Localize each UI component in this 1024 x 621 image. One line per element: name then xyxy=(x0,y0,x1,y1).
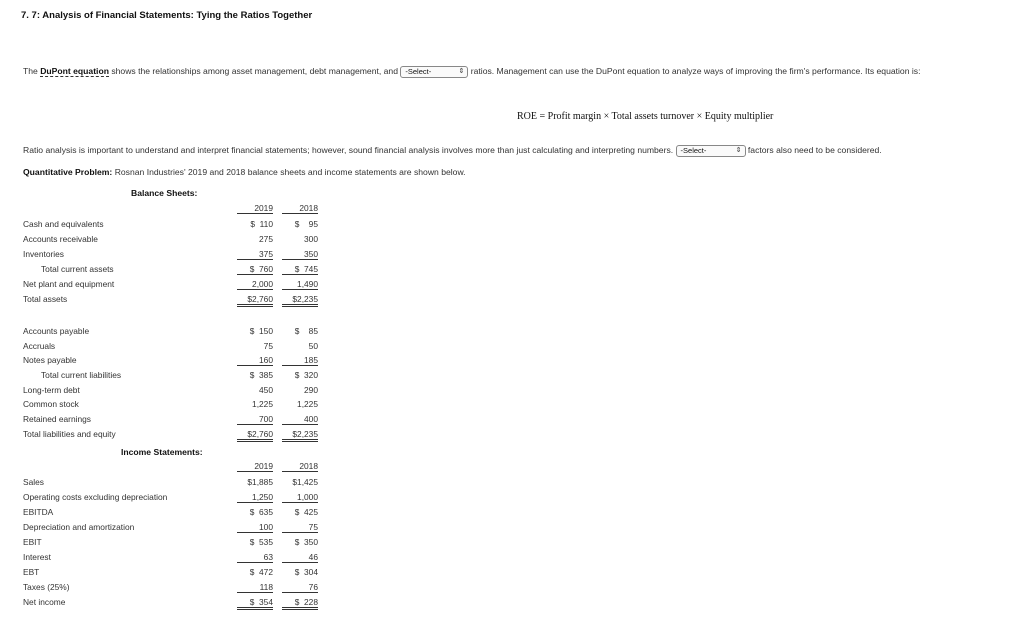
is-row-label: EBITDA xyxy=(23,507,54,517)
bs-value-2019: 160 xyxy=(237,355,273,366)
bs-value-2018: 1,490 xyxy=(282,279,318,290)
ratio-text-1: Ratio analysis is important to understand and interpret financial statements; however, sound financial analysis involves more than just calculating and interpreting numbers. xyxy=(23,145,674,155)
is-value-2018: $ 304 xyxy=(294,567,318,577)
bs-row-label: Common stock xyxy=(23,399,79,409)
ratio-type-select[interactable] xyxy=(400,66,468,78)
dupont-term-link[interactable]: DuPont equation xyxy=(40,66,109,76)
bs-value-2019: 375 xyxy=(237,249,273,260)
select-arrows-icon: ⇕ xyxy=(735,146,742,154)
bs-row-label: Accruals xyxy=(23,341,56,351)
bs-value-2019: 2,000 xyxy=(237,279,273,290)
dupont-equation: ROE = Profit margin × Total assets turnover × Equity multiplier xyxy=(517,111,774,122)
is-value-2019: 1,250 xyxy=(237,492,273,503)
bs-value-2018: 50 xyxy=(308,341,318,351)
bs-year-2019: 2019 xyxy=(237,203,273,214)
intro-prefix: The xyxy=(23,66,38,76)
bs-value-2019: 75 xyxy=(263,341,273,351)
factors-select[interactable] xyxy=(676,145,746,157)
is-value-2019: $ 472 xyxy=(249,567,273,577)
bs-row-label: Total assets xyxy=(23,294,68,304)
is-value-2019: 63 xyxy=(237,552,273,563)
select-value: -Select- xyxy=(405,66,432,76)
bs-row-label: Total current assets xyxy=(41,264,114,274)
bs-value-2019: $ 385 xyxy=(249,370,273,380)
is-value-2018: $1,425 xyxy=(292,477,318,487)
is-value-2019: $1,885 xyxy=(247,477,273,487)
bs-value-2018: $ 320 xyxy=(294,370,318,380)
bs-value-2018: $2,235 xyxy=(282,429,318,442)
is-value-2018: $ 228 xyxy=(282,597,318,610)
bs-value-2019: $2,760 xyxy=(237,429,273,442)
is-value-2019: $ 535 xyxy=(249,537,273,547)
bs-year-2018: 2018 xyxy=(282,203,318,214)
problem-statement xyxy=(23,166,466,179)
is-row-label: Net income xyxy=(23,597,66,607)
bs-value-2018: 290 xyxy=(304,385,318,395)
bs-value-2019: 700 xyxy=(237,414,273,425)
is-value-2019: 100 xyxy=(237,522,273,533)
dupont-paragraph xyxy=(23,65,998,78)
is-row-label: EBT xyxy=(23,567,40,577)
is-row-label: Interest xyxy=(23,552,51,562)
bs-value-2019: 275 xyxy=(259,234,273,244)
bs-value-2019: $ 150 xyxy=(249,326,273,336)
bs-row-label: Accounts receivable xyxy=(23,234,98,244)
page-title: 7. 7: Analysis of Financial Statements: Tying the Ratios Together xyxy=(21,10,313,21)
bs-row-label: Accounts payable xyxy=(23,326,90,336)
income-statements-heading: Income Statements: xyxy=(121,447,203,457)
bs-row-label: Total liabilities and equity xyxy=(23,429,116,439)
is-row-label: EBIT xyxy=(23,537,42,547)
ratio-text-2: factors also need to be considered. xyxy=(747,145,882,155)
select-arrows-icon: ⇕ xyxy=(458,67,465,75)
bs-value-2019: $ 760 xyxy=(237,264,273,275)
bs-value-2018: $ 95 xyxy=(294,219,318,229)
is-value-2018: 1,000 xyxy=(282,492,318,503)
bs-row-label: Retained earnings xyxy=(23,414,91,424)
is-value-2019: $ 635 xyxy=(249,507,273,517)
bs-row-label: Total current liabilities xyxy=(41,370,122,380)
is-value-2018: $ 425 xyxy=(294,507,318,517)
is-value-2018: $ 350 xyxy=(294,537,318,547)
balance-sheets-heading: Balance Sheets: xyxy=(131,188,198,198)
is-value-2018: 46 xyxy=(282,552,318,563)
is-year-2019: 2019 xyxy=(237,461,273,472)
bs-row-label: Net plant and equipment xyxy=(23,279,115,289)
bs-value-2019: $ 110 xyxy=(250,219,273,229)
ratio-analysis-paragraph xyxy=(23,144,1023,157)
bs-value-2018: 185 xyxy=(282,355,318,366)
is-value-2019: $ 354 xyxy=(237,597,273,610)
bs-row-label: Long-term debt xyxy=(23,385,80,395)
bs-value-2018: 1,225 xyxy=(297,399,318,409)
bs-value-2018: 400 xyxy=(282,414,318,425)
is-value-2019: 118 xyxy=(237,582,273,593)
is-value-2018: 75 xyxy=(282,522,318,533)
select-value: -Select- xyxy=(680,145,707,155)
bs-value-2019: 450 xyxy=(259,385,273,395)
bs-value-2019: $2,760 xyxy=(237,294,273,307)
bs-row-label: Inventories xyxy=(23,249,64,259)
bs-row-label: Notes payable xyxy=(23,355,77,365)
bs-value-2018: 350 xyxy=(282,249,318,260)
is-year-2018: 2018 xyxy=(282,461,318,472)
bs-value-2018: $ 745 xyxy=(282,264,318,275)
problem-label: Quantitative Problem: xyxy=(23,167,113,177)
is-row-label: Depreciation and amortization xyxy=(23,522,135,532)
is-value-2018: 76 xyxy=(282,582,318,593)
bs-value-2018: $ 85 xyxy=(294,326,318,336)
bs-value-2019: 1,225 xyxy=(252,399,273,409)
bs-value-2018: $2,235 xyxy=(282,294,318,307)
is-row-label: Taxes (25%) xyxy=(23,582,70,592)
problem-text: Rosnan Industries' 2019 and 2018 balance sheets and income statements are shown below. xyxy=(114,167,466,177)
bs-row-label: Cash and equivalents xyxy=(23,219,104,229)
intro-text-1: shows the relationships among asset management, debt management, and xyxy=(111,66,398,76)
is-row-label: Sales xyxy=(23,477,44,487)
intro-text-2: ratios. Management can use the DuPont equation to analyze ways of improving the firm's performance. Its equation is: xyxy=(470,66,921,76)
is-row-label: Operating costs excluding depreciation xyxy=(23,492,168,502)
bs-value-2018: 300 xyxy=(304,234,318,244)
